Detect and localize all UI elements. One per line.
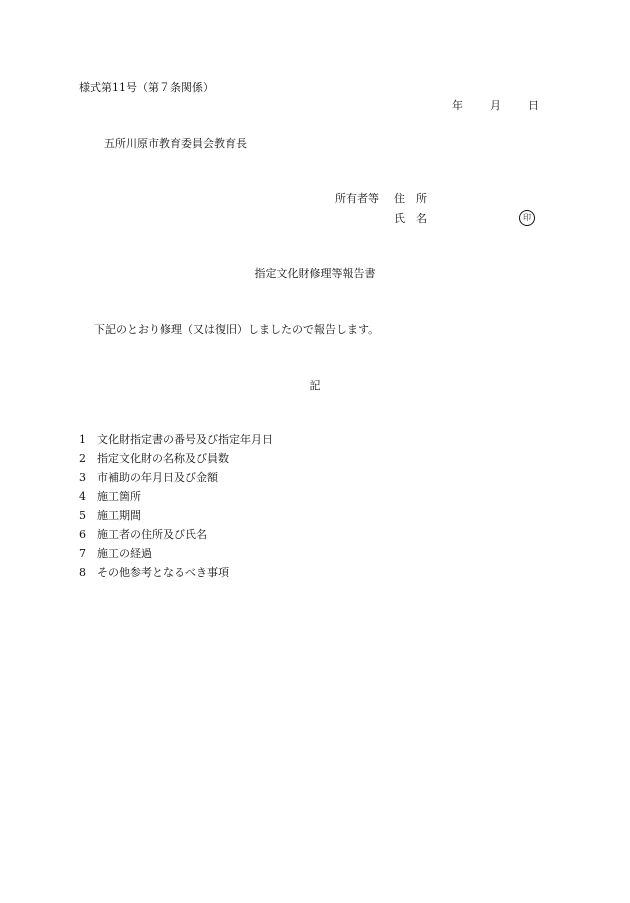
date-month: 月 (490, 99, 501, 112)
list-item (79, 452, 273, 471)
item-number: 1 (79, 433, 86, 446)
list-item (79, 433, 273, 452)
item-text: 施工者の住所及び氏名 (97, 528, 207, 541)
item-text: 指定文化財の名称及び員数 (97, 452, 229, 465)
item-text: 文化財指定書の番号及び指定年月日 (97, 433, 273, 446)
owner-label: 所有者等 (335, 192, 379, 205)
item-number: 6 (79, 528, 86, 541)
recipient: 五所川原市教育委員会教育長 (104, 137, 247, 150)
list-item (79, 490, 273, 509)
address-label: 住 所 (394, 192, 427, 205)
name-label: 氏 名 (394, 212, 427, 225)
document-title: 指定文化財修理等報告書 (254, 267, 376, 280)
item-text: 施工の経過 (97, 547, 152, 560)
form-number-label: 様式第11号（第７条関係） (79, 81, 214, 94)
date-line (452, 99, 539, 113)
item-number: 3 (79, 471, 86, 484)
item-number: 4 (79, 490, 86, 503)
date-day: 日 (528, 99, 539, 112)
item-text: 施工期間 (97, 509, 141, 522)
item-text: 施工箇所 (97, 490, 141, 503)
item-number: 8 (79, 566, 86, 579)
item-number: 2 (79, 452, 86, 465)
body-text: 下記のとおり修理（又は復旧）しましたので報告します。 (94, 323, 380, 336)
item-text: 市補助の年月日及び金額 (97, 471, 218, 484)
list-item (79, 528, 273, 547)
list-item (79, 566, 273, 585)
item-list (79, 433, 273, 585)
list-item (79, 547, 273, 566)
item-number: 7 (79, 547, 86, 560)
seal-icon: 印 (519, 210, 535, 226)
item-number: 5 (79, 509, 86, 522)
list-item (79, 509, 273, 528)
list-item (79, 471, 273, 490)
ki-heading: 記 (309, 379, 321, 392)
date-year: 年 (452, 99, 463, 112)
item-text: その他参考となるべき事項 (97, 566, 229, 579)
